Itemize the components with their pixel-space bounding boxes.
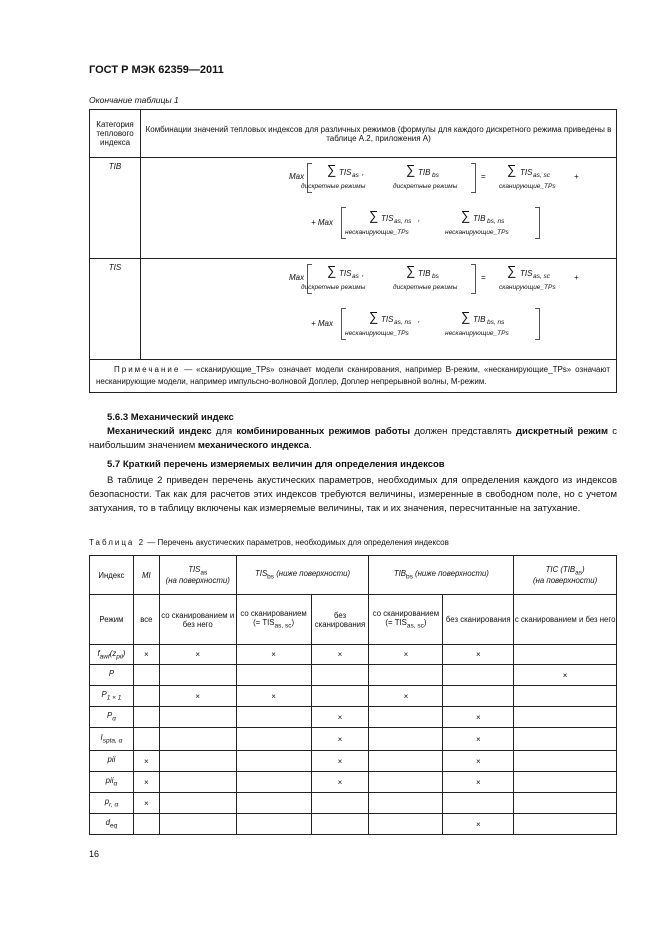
mark-cell: × [133, 751, 159, 772]
mark-cell [443, 665, 514, 686]
table2-head-tic: TIC $(TIB_{as})$ (на поверхности) [514, 556, 617, 595]
section-5-6-3-heading: 5.6.3 Механический индекс [107, 412, 234, 423]
mark-cell [311, 665, 369, 686]
mark-cell [159, 707, 236, 728]
mark-cell [159, 814, 236, 835]
mark-cell: × [369, 686, 443, 707]
table-row [90, 793, 617, 814]
table1-formula-tis: Max ∑ TIS as , ∑ TIB bs = ∑ TIS as, sc + дискретные режимы дискретные режимы сканирующие_TPs + Max ∑ TIS as, ns , ∑ TIB bs, ns несканирующие_TPs несканирующие_TPs [141, 259, 617, 360]
mark-cell [514, 772, 617, 793]
mark-cell [159, 751, 236, 772]
section-5-7-heading: 5.7 Краткий перечень измеряемых величин для определения индексов [107, 459, 445, 470]
table2-head-tisas: $TIS_{as}$ (на поверхности) [159, 556, 236, 595]
mark-cell [369, 665, 443, 686]
section-5-6-3-text: Механический индекс для комбинированных режимов работы должен представлять дискретный режим с наибольшим значением механического индекса. [89, 426, 617, 451]
table2-mode-tisas: со сканированием и без него [159, 595, 236, 645]
mark-cell: × [311, 751, 369, 772]
table2-head-tibbs: $TIB_{bs}$ (ниже поверхности) [369, 556, 514, 595]
mark-cell: × [443, 707, 514, 728]
mark-cell [159, 665, 236, 686]
param-cell: pii [90, 751, 134, 772]
mark-cell: × [159, 686, 236, 707]
param-cell: P [90, 665, 134, 686]
mark-cell [311, 814, 369, 835]
mark-cell [443, 793, 514, 814]
table2-mode-tibbs-scan: со сканированием (= $TIS_{as, sc}$) [369, 595, 443, 645]
note-label: Примечание [114, 365, 181, 374]
mark-cell [369, 814, 443, 835]
mark-cell: × [443, 772, 514, 793]
table1 [89, 109, 617, 393]
mark-cell [369, 772, 443, 793]
mark-cell [236, 728, 311, 751]
mark-cell [514, 645, 617, 665]
table1-head-category: Категория теплового индекса [90, 110, 141, 158]
mark-cell [133, 814, 159, 835]
table-row [90, 645, 617, 665]
param-cell: $p_{r, \alpha}$ [90, 793, 134, 814]
mark-cell [236, 751, 311, 772]
table2-mode-tibbs-noscan: без сканирования [443, 595, 514, 645]
mark-cell [133, 686, 159, 707]
mark-cell: × [311, 728, 369, 751]
mark-cell: × [159, 645, 236, 665]
table2-mode-tisbs-noscan: без сканирования [311, 595, 369, 645]
mark-cell [514, 728, 617, 751]
table1-category-tis: TIS [90, 259, 141, 360]
param-cell: $P_\alpha$ [90, 707, 134, 728]
mark-cell [133, 728, 159, 751]
table2-caption: Таблица 2 — Перечень акустических параметров, необходимых для определения индексов [89, 538, 449, 547]
mark-cell: × [311, 645, 369, 665]
param-cell: $f_{awf}(z_{pii})$ [90, 645, 134, 665]
mark-cell [369, 793, 443, 814]
table1-continuation-label: Окончание таблицы 1 [89, 95, 179, 105]
table-row [90, 707, 617, 728]
param-cell: $P_{1 \times 1}$ [90, 686, 134, 707]
param-cell: pii$_\alpha$ [90, 772, 134, 793]
table2 [89, 555, 617, 835]
mark-cell [514, 814, 617, 835]
mark-cell [159, 728, 236, 751]
mark-cell: × [311, 772, 369, 793]
section-5-7-text: В таблице 2 приведен перечень акустических параметров, необходимых для определения каждого из индексов безопасности. Так как для расчетов этих индексов требуются величины, измеренные в свободном поле, но с учетом затухания, то в таблицу включены как измеряемые величины, так и их значения, пересчитанные на затухание. [89, 475, 617, 514]
mark-cell [236, 707, 311, 728]
mark-cell: × [443, 751, 514, 772]
mark-cell [159, 793, 236, 814]
mark-cell: × [311, 707, 369, 728]
mark-cell [133, 707, 159, 728]
mark-cell [369, 707, 443, 728]
mark-cell: × [443, 728, 514, 751]
mark-cell: × [236, 686, 311, 707]
mark-cell [311, 686, 369, 707]
table-row [90, 728, 617, 751]
table-row [90, 686, 617, 707]
table1-formula-tib: Max ∑ TIS as , ∑ TIB bs = ∑ TIS as, sc + дискретные режимы дискретные режимы сканирующие_TPs + Max ∑ TIS as, ns , ∑ TIB bs, ns несканирующие_TPs несканирующие_TPs [141, 158, 617, 259]
table2-head-tisbs: $TIS_{bs}$ (ниже поверхности) [236, 556, 369, 595]
mark-cell [133, 665, 159, 686]
mark-cell [369, 728, 443, 751]
mark-cell: × [369, 645, 443, 665]
mark-cell [514, 751, 617, 772]
mark-cell [514, 793, 617, 814]
mark-cell: × [133, 645, 159, 665]
table2-head-index: Индекс [90, 556, 134, 595]
table1-head-combinations: Комбинации значений тепловых индексов для различных режимов (формулы для каждого дискретного режима приведены в таблице А.2, приложения А) [141, 110, 617, 158]
mark-cell: × [236, 645, 311, 665]
table2-mode-label: Режим [90, 595, 134, 645]
page-number: 16 [89, 849, 100, 859]
table-row [90, 751, 617, 772]
table2-mode-tisbs-scan: со сканированием (= $TIS_{as, sc}$) [236, 595, 311, 645]
mark-cell: × [443, 814, 514, 835]
mark-cell: × [514, 665, 617, 686]
table2-mode-tic: с сканированием и без него [514, 595, 617, 645]
mark-cell: × [133, 793, 159, 814]
param-cell: $d_{eq}$ [90, 814, 134, 835]
table1-note [90, 360, 617, 393]
mark-cell [514, 686, 617, 707]
mark-cell [443, 686, 514, 707]
mark-cell [159, 772, 236, 793]
table2-mode-all: все [133, 595, 159, 645]
mark-cell [369, 751, 443, 772]
mark-cell: × [443, 645, 514, 665]
table-row [90, 772, 617, 793]
mark-cell [236, 772, 311, 793]
note-text: — «сканирующие_TPs» означает модели сканирования, например B-режим, «несканирующие_TPs» означают несканирующие модели, например импульсно-волновой Доплер, Доплер непрерывной волны, M-режим. [96, 365, 610, 386]
mark-cell [236, 814, 311, 835]
mark-cell [514, 707, 617, 728]
mark-cell [311, 793, 369, 814]
document-header: ГОСТ Р МЭК 62359—2011 [89, 64, 224, 76]
mark-cell [236, 665, 311, 686]
table2-head-mi: MI [133, 556, 159, 595]
mark-cell: × [133, 772, 159, 793]
table-row [90, 665, 617, 686]
mark-cell [236, 793, 311, 814]
table1-category-tib: TIB [90, 158, 141, 259]
table-row [90, 814, 617, 835]
param-cell: $I_{spta, \alpha}$ [90, 728, 134, 751]
